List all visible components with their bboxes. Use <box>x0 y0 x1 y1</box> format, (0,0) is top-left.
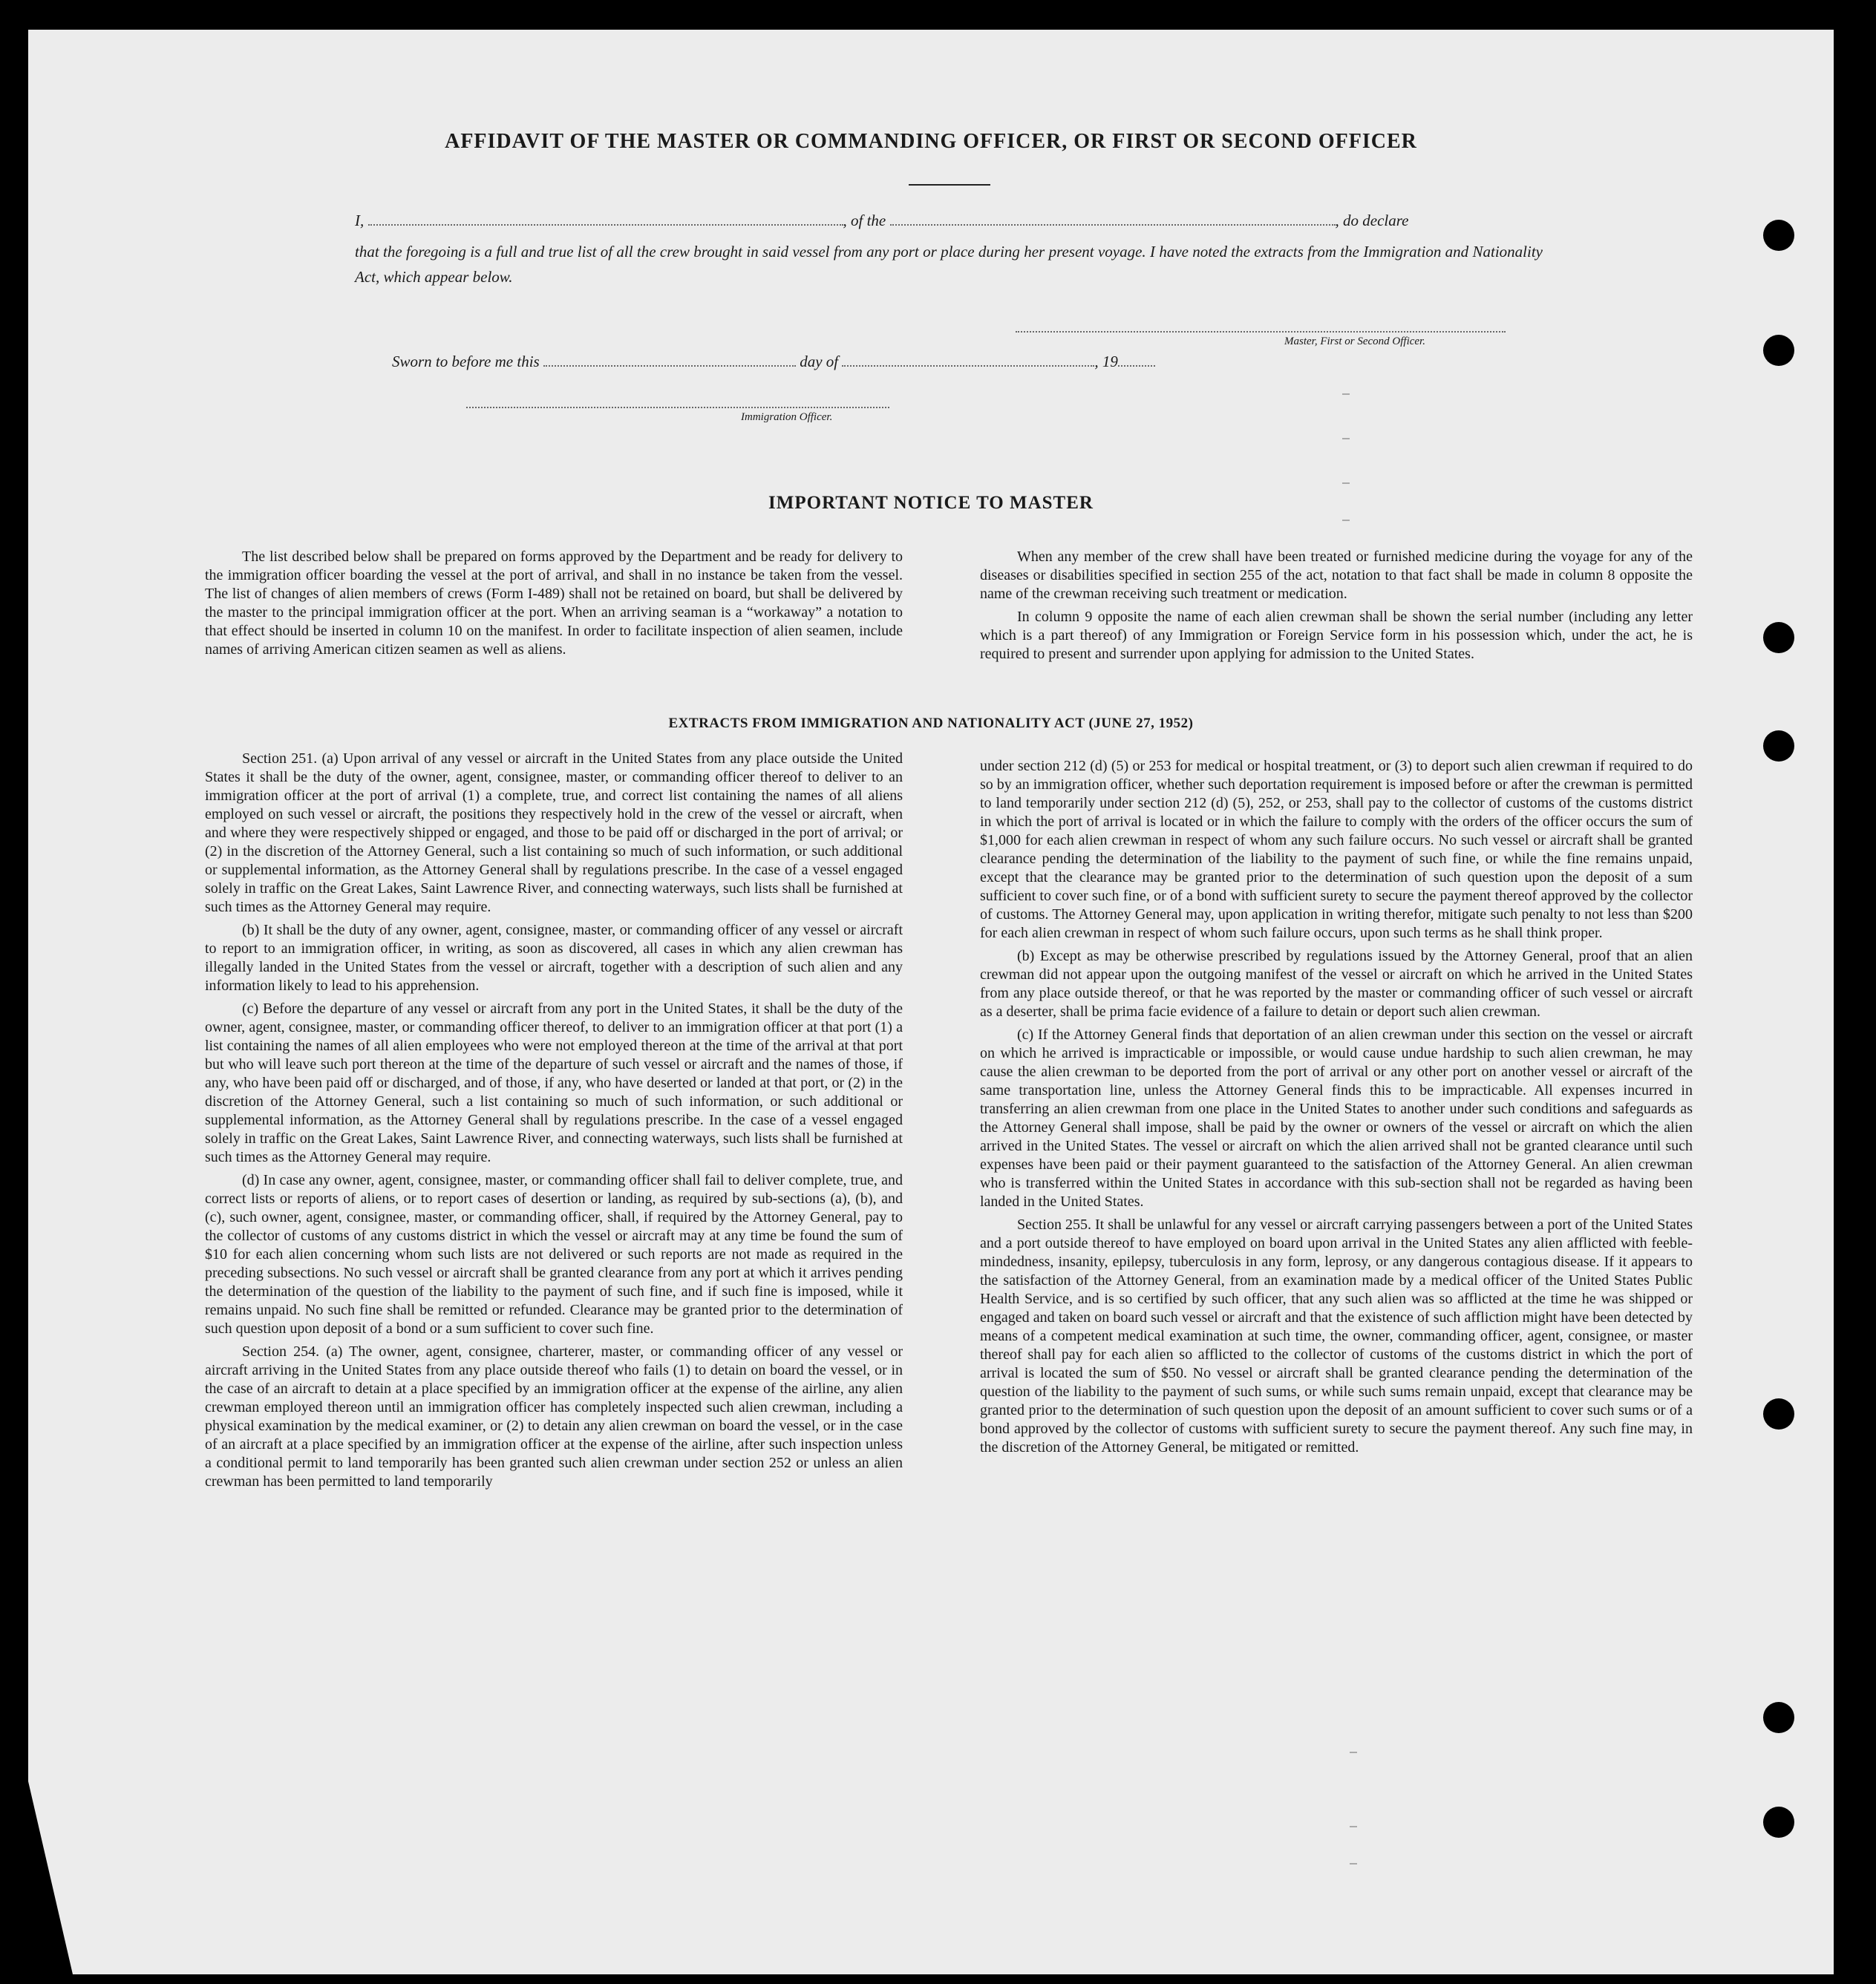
punch-hole <box>1763 730 1794 762</box>
section-254-c: (c) If the Attorney General finds that deportation of an alien crewman under this section on the vessel or aircraft on which he arrived is impracticable or impossible, or would cause undue hardship to such alien crewman, he may cause the alien crewman to be deported from the port of arrival or any other port on another vessel or aircraft of the same transportation line, unless the Attorney General finds this to be impracticable. All expenses incurred in transferring an alien crewman from one place in the United States to another under such conditions and safeguards as the Attorney General shall impose, shall be paid by the owner or owners of the vessel or aircraft on which the alien arrived in the United States. The vessel or aircraft on which the alien arrived shall not be granted clearance until such expenses have been paid or their payment guaranteed to the satisfaction of the Attorney General. An alien crewman who is transferred within the United States in accordance with this sub-section shall not be regarded as having been landed in the United States. <box>980 1027 1693 1210</box>
extracts-title: EXTRACTS FROM IMMIGRATION AND NATIONALITY ACT (JUNE 27, 1952) <box>668 716 1194 731</box>
punch-hole <box>1763 1398 1794 1430</box>
section-254-a: Section 254. (a) The owner, agent, consignee, charterer, master, or commanding officer of any vessel or aircraft arriving in the United States from any place outside thereof who fails (1) to detain on board the vessel, or in the case of an aircraft to detain at a place specified by an immigration officer at the expense of the airline, any alien crewman employed thereon until an immigration officer has completely inspected such alien crewman, including a physical examination by the medical examiner, or (2) to detain any alien crewman on board the vessel, or in the case of an aircraft at a place specified by an immigration officer at the expense of the airline, after such inspection unless a conditional permit to land temporarily has been granted such alien crewman under section 252 or unless an alien crewman has been permitted to land temporarily <box>205 1343 903 1490</box>
section-251-c: (c) Before the departure of any vessel or aircraft from any port in the United States, it shall be the duty of the owner, agent, consignee, master, or commanding officer thereof, to deliver to an immigration officer at that port (1) a list containing the names of all alien employees who were not employed thereon at the time of the arrival at that port but who will leave such port thereon at the time of the departure of such vessel or aircraft and the names of those, if any, who have been paid off or discharged, and of those, if any, who have deserted or landed at that port, or (2) in the discretion of the Attorney General, such a list containing so much of such information, or such additional or supplemental information, as the Attorney General shall by regulations prescribe. In the case of a vessel engaged solely in traffic on the Great Lakes, Saint Lawrence River, and connecting waterways, such lists shall be furnished at such times as the Attorney General may require. <box>205 1001 903 1165</box>
section-251-a: Section 251. (a) Upon arrival of any vessel or aircraft in the United States from any place outside the United States it shall be the duty of the owner, agent, consignee, master, or commanding officer thereof to deliver to an immigration officer at the port of arrival (1) a complete, true, and correct list containing the names of all aliens employed on such vessel or aircraft, the positions they respectively hold in the crew of the vessel or aircraft, when and where they were respectively shipped or engaged, and those to be paid off or discharged in the port of arrival; or (2) in the discretion of the Attorney General, such a list containing so much of such information, or such additional or supplemental information, as the Attorney General shall by regulations prescribe. In the case of a vessel engaged solely in traffic on the Great Lakes, Saint Lawrence River, and connecting waterways, such lists shall be furnished at such times as the Attorney General may require. <box>205 750 903 915</box>
margin-mark <box>1350 1826 1357 1827</box>
affidavit-title: AFFIDAVIT OF THE MASTER OR COMMANDING OFFICER, OR FIRST OR SECOND OFFICER <box>445 130 1417 153</box>
immigration-officer-signature-line[interactable] <box>466 407 889 408</box>
margin-mark <box>1342 482 1350 484</box>
section-251-b: (b) It shall be the duty of any owner, agent, consignee, master, or commanding officer of any vessel or aircraft to report to an immigration officer, in writing, as soon as discovered, all cases in which any alien crewman has illegally landed in the United States from the vessel or aircraft, together with a description of such alien and any information likely to lead to his apprehension. <box>205 922 903 994</box>
year-prefix-label: , 19 <box>1094 353 1118 370</box>
declaration-line <box>355 208 1543 233</box>
margin-mark <box>1342 520 1350 521</box>
section-254-a-continued: under section 212 (d) (5) or 253 for medical or hospital treatment, or (3) to deport such alien crewman if required to do so by an immigration officer, whether such deportation requirement is imposed before or after the crewman is permitted to land temporarily under section 212 (d) (5), 252, or 253, shall pay to the collector of customs of the customs district in which the port of arrival is located or in which the failure to comply with the orders of the officer occurs the sum of $1,000 for each alien crewman in respect of whom any such failure occurs. No such vessel or aircraft shall be granted clearance pending the determination of the liability to the payment of such fine, or while the fine remains unpaid, except that the clearance may be granted prior to the determination of such question upon the deposit of a sum sufficient to cover such fine, or of a bond with sufficient surety to secure the payment thereof approved by the collector of customs. The Attorney General may, upon application in writing therefor, mitigate such penalty to not less than $200 for each alien crewman in respect of whom such failure occurs, upon such terms as he shall think proper. <box>980 758 1693 941</box>
punch-hole <box>1763 622 1794 653</box>
punch-hole <box>1763 220 1794 251</box>
declaration-do-declare: , do declare <box>1335 212 1409 229</box>
document-page <box>28 30 1834 1974</box>
master-signature-line[interactable] <box>1016 331 1506 333</box>
declaration-of-the: , of the <box>843 212 886 229</box>
margin-mark <box>1350 1752 1357 1753</box>
section-254-b: (b) Except as may be otherwise prescribed by regulations issued by the Attorney General, proof that an alien crewman did not appear upon the outgoing manifest of the vessel or aircraft on which he arrived in the United States from any place outside thereof, or that he was reported by the master or commanding officer of such vessel or aircraft as a deserter, shall be prima facie evidence of a failure to detain or deport such alien crewman. <box>980 948 1693 1020</box>
notice-paragraph: In column 9 opposite the name of each alien crewman shall be shown the serial number (including any letter which is a part thereof) of any Immigration or Foreign Service form in his possession which, under the act, he is required to present and surrender upon applying for admission to the United States. <box>980 609 1693 662</box>
notice-right-column <box>980 548 1693 668</box>
section-251-d: (d) In case any owner, agent, consignee, master, or commanding officer shall fail to deliver complete, true, and correct lists or reports of aliens, or to report cases of desertion or landing, as required by sub-sections (a), (b), and (c), such owner, agent, consignee, master, or commanding officer, shall, if required by the Attorney General, pay to the collector of customs of any customs district in which the vessel or aircraft may at any time be found the sum of $10 for each alien concerning whom such lists are not delivered or such reports are not made as required in the preceding subsections. No such vessel or aircraft shall be granted clearance from any port at which it arrives pending the determination of the question of the liability to the payment of such fine, and if such fine is imposed, while it remains unpaid. No such fine shall be remitted or refunded. Clearance may be granted prior to the determination of such question upon deposit of a bond or a sum sufficient to cover such fine. <box>205 1172 903 1337</box>
month-field[interactable] <box>842 350 1094 367</box>
punch-hole <box>1763 1702 1794 1733</box>
sworn-line <box>392 350 1155 371</box>
vessel-field[interactable] <box>890 209 1336 226</box>
notice-title: IMPORTANT NOTICE TO MASTER <box>768 493 1094 513</box>
extracts-right-column <box>980 757 1693 1461</box>
day-of-label: day of <box>800 353 839 370</box>
year-field[interactable] <box>1118 350 1155 367</box>
master-signature-label: Master, First or Second Officer. <box>1284 335 1425 347</box>
margin-mark <box>1342 393 1350 395</box>
immigration-officer-label: Immigration Officer. <box>741 411 833 423</box>
punch-hole <box>1763 1807 1794 1838</box>
notice-left-column <box>205 548 903 664</box>
torn-corner <box>28 1781 73 1974</box>
sworn-before-label: Sworn to before me this <box>392 353 540 370</box>
declaration-text: that the foregoing is a full and true list of all the crew brought in said vessel from any port or place during her present voyage. I have noted the extracts from the Immigration and Nationality Act, which appear below. <box>355 243 1543 286</box>
notice-paragraph: When any member of the crew shall have been treated or furnished medicine during the voyage for any of the diseases or disabilities specified in section 255 of the act, notation to that fact shall be made in column 8 opposite the name of the crewman receiving such treatment or medication. <box>980 549 1693 602</box>
name-field[interactable] <box>368 209 843 226</box>
declaration-i: I, <box>355 212 365 229</box>
punch-hole <box>1763 335 1794 366</box>
extracts-left-column <box>205 750 903 1496</box>
notice-paragraph: The list described below shall be prepared on forms approved by the Department and be ready for delivery to the immigration officer boarding the vessel at the port of arrival, and shall in no instance be taken from the vessel. The list of changes of alien members of crews (Form I-489) shall not be retained on board, but shall be delivered by the master to the principal immigration officer at the port. When an arriving seaman is a “workaway” a notation to that effect should be inserted in column 10 on the manifest. In order to facilitate inspection of alien seamen, include names of arriving American citizen seamen as well as aliens. <box>205 549 903 658</box>
margin-mark <box>1342 438 1350 439</box>
day-field[interactable] <box>543 350 796 367</box>
margin-mark <box>1350 1863 1357 1864</box>
title-divider <box>909 184 990 186</box>
section-255: Section 255. It shall be unlawful for any vessel or aircraft carrying passengers between a port of the United States and a port outside thereof to have employed on board upon arrival in the United States any alien afflicted with feeble-mindedness, insanity, epilepsy, tuberculosis in any form, leprosy, or any dangerous contagious disease. If it appears to the satisfaction of the Attorney General, from an examination made by a medical officer of the United States Public Health Service, and is so certified by such officer, that any such alien was so afflicted at the time he was shipped or engaged and taken on board such vessel or aircraft and that the existence of such affliction might have been detected by means of a competent medical examination at such time, the owner, commanding officer, agent, consignee, or master thereof shall pay for each alien so afflicted to the collector of customs of the customs district in which the port of arrival is located the sum of $50. No vessel or aircraft shall be granted clearance pending the determination of the question of the liability to the payment of such sums, or while such sums remain unpaid, except that clearance may be granted prior to the determination of such question upon the deposit of an amount sufficient to cover such sums or of a bond approved by the collector of customs with sufficient surety to secure the payment thereof. Any such fine may, in the discretion of the Attorney General, be mitigated or remitted. <box>980 1217 1693 1456</box>
